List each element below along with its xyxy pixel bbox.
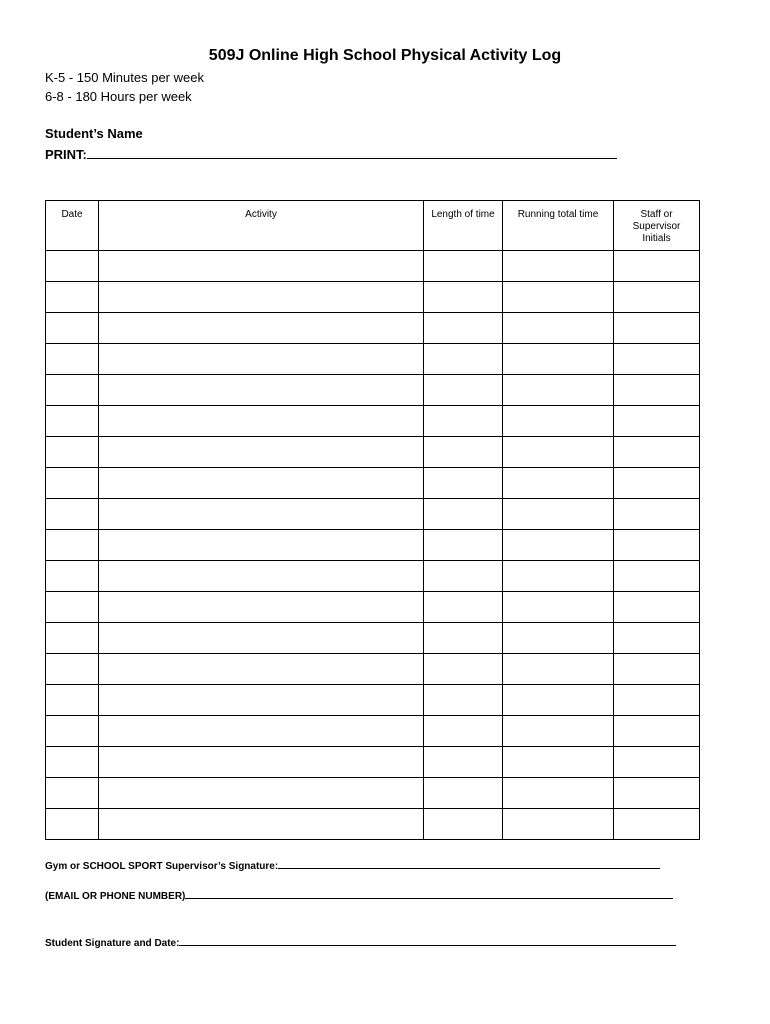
activity-cell[interactable]: [99, 313, 424, 344]
table-row: [46, 592, 700, 623]
length-cell[interactable]: [424, 561, 503, 592]
length-cell[interactable]: [424, 375, 503, 406]
running-total-cell[interactable]: [503, 313, 614, 344]
date-cell[interactable]: [46, 778, 99, 809]
initials-cell[interactable]: [614, 499, 700, 530]
length-cell[interactable]: [424, 778, 503, 809]
table-row: [46, 499, 700, 530]
table-header-row: [46, 201, 700, 251]
date-cell[interactable]: [46, 499, 99, 530]
length-cell[interactable]: [424, 406, 503, 437]
initials-cell[interactable]: [614, 685, 700, 716]
activity-cell[interactable]: [99, 282, 424, 313]
table-row: [46, 747, 700, 778]
activity-cell[interactable]: [99, 716, 424, 747]
table-row: [46, 344, 700, 375]
table-row: [46, 375, 700, 406]
initials-cell[interactable]: [614, 313, 700, 344]
date-cell[interactable]: [46, 530, 99, 561]
running-total-cell[interactable]: [503, 530, 614, 561]
initials-cell[interactable]: [614, 406, 700, 437]
length-cell[interactable]: [424, 654, 503, 685]
header-length-of-time: Length of time: [424, 201, 503, 251]
running-total-cell[interactable]: [503, 375, 614, 406]
print-label: PRINT:: [45, 147, 87, 162]
length-cell[interactable]: [424, 530, 503, 561]
running-total-cell[interactable]: [503, 468, 614, 499]
table-row: [46, 654, 700, 685]
table-row: [46, 313, 700, 344]
header-date: Date: [46, 201, 99, 251]
length-cell[interactable]: [424, 313, 503, 344]
table-row: [46, 809, 700, 840]
table-row: [46, 778, 700, 809]
running-total-cell[interactable]: [503, 592, 614, 623]
supervisor-signature-line: [45, 858, 660, 872]
initials-cell[interactable]: [614, 561, 700, 592]
running-total-cell[interactable]: [503, 654, 614, 685]
table-row: [46, 406, 700, 437]
supervisor-signature-label: Gym or SCHOOL SPORT Supervisor’s Signature:: [45, 861, 279, 872]
activity-cell[interactable]: [99, 747, 424, 778]
date-cell[interactable]: [46, 344, 99, 375]
date-cell[interactable]: [46, 747, 99, 778]
running-total-cell[interactable]: [503, 716, 614, 747]
contact-line: [45, 888, 673, 902]
supervisor-signature-field[interactable]: [278, 858, 660, 869]
activity-cell[interactable]: [99, 685, 424, 716]
running-total-cell[interactable]: [503, 561, 614, 592]
running-total-cell[interactable]: [503, 778, 614, 809]
running-total-cell[interactable]: [503, 251, 614, 282]
running-total-cell[interactable]: [503, 685, 614, 716]
initials-cell[interactable]: [614, 716, 700, 747]
activity-cell[interactable]: [99, 375, 424, 406]
date-cell[interactable]: [46, 561, 99, 592]
header-activity: Activity: [99, 201, 424, 251]
length-cell[interactable]: [424, 592, 503, 623]
student-signature-label: Student Signature and Date:: [45, 938, 180, 949]
initials-cell[interactable]: [614, 375, 700, 406]
print-name-line: [45, 145, 617, 162]
running-total-cell[interactable]: [503, 499, 614, 530]
length-cell[interactable]: [424, 716, 503, 747]
running-total-cell[interactable]: [503, 437, 614, 468]
initials-cell[interactable]: [614, 468, 700, 499]
activity-cell[interactable]: [99, 344, 424, 375]
initials-cell[interactable]: [614, 654, 700, 685]
initials-cell[interactable]: [614, 530, 700, 561]
length-cell[interactable]: [424, 623, 503, 654]
activity-cell[interactable]: [99, 251, 424, 282]
date-cell[interactable]: [46, 654, 99, 685]
print-name-field[interactable]: [87, 145, 617, 159]
student-name-label: Student’s Name: [45, 126, 143, 141]
initials-cell[interactable]: [614, 778, 700, 809]
running-total-cell[interactable]: [503, 282, 614, 313]
activity-cell[interactable]: [99, 778, 424, 809]
date-cell[interactable]: [46, 592, 99, 623]
activity-cell[interactable]: [99, 654, 424, 685]
running-total-cell[interactable]: [503, 344, 614, 375]
initials-cell[interactable]: [614, 437, 700, 468]
date-cell[interactable]: [46, 468, 99, 499]
length-cell[interactable]: [424, 809, 503, 840]
length-cell[interactable]: [424, 499, 503, 530]
date-cell[interactable]: [46, 313, 99, 344]
length-cell[interactable]: [424, 437, 503, 468]
initials-cell[interactable]: [614, 623, 700, 654]
length-cell[interactable]: [424, 685, 503, 716]
activity-cell[interactable]: [99, 809, 424, 840]
date-cell[interactable]: [46, 437, 99, 468]
date-cell[interactable]: [46, 685, 99, 716]
log-body: [46, 251, 700, 840]
initials-cell[interactable]: [614, 747, 700, 778]
table-row: [46, 561, 700, 592]
page-title: 509J Online High School Physical Activity Log: [208, 47, 562, 64]
date-cell[interactable]: [46, 809, 99, 840]
table-row: [46, 530, 700, 561]
header-staff-initials: Staff or Supervisor Initials: [614, 201, 700, 251]
activity-cell[interactable]: [99, 623, 424, 654]
table-row: [46, 685, 700, 716]
table-row: [46, 468, 700, 499]
requirement-6-8: 6-8 - 180 Hours per week: [45, 89, 192, 104]
activity-cell[interactable]: [99, 592, 424, 623]
activity-cell[interactable]: [99, 561, 424, 592]
length-cell[interactable]: [424, 747, 503, 778]
length-cell[interactable]: [424, 282, 503, 313]
header-running-total-time: Running total time: [503, 201, 614, 251]
table-row: [46, 623, 700, 654]
requirement-k5: K-5 - 150 Minutes per week: [45, 70, 204, 85]
initials-cell[interactable]: [614, 809, 700, 840]
date-cell[interactable]: [46, 375, 99, 406]
running-total-cell[interactable]: [503, 623, 614, 654]
initials-cell[interactable]: [614, 282, 700, 313]
table-row: [46, 437, 700, 468]
contact-label: (EMAIL OR PHONE NUMBER): [45, 891, 186, 902]
activity-cell[interactable]: [99, 406, 424, 437]
table-row: [46, 251, 700, 282]
activity-log-table: [45, 200, 700, 840]
initials-cell[interactable]: [614, 344, 700, 375]
initials-cell[interactable]: [614, 251, 700, 282]
initials-cell[interactable]: [614, 592, 700, 623]
length-cell[interactable]: [424, 251, 503, 282]
date-cell[interactable]: [46, 406, 99, 437]
length-cell[interactable]: [424, 344, 503, 375]
running-total-cell[interactable]: [503, 809, 614, 840]
activity-cell[interactable]: [99, 468, 424, 499]
contact-field[interactable]: [185, 888, 673, 899]
running-total-cell[interactable]: [503, 747, 614, 778]
running-total-cell[interactable]: [503, 406, 614, 437]
student-signature-field[interactable]: [179, 935, 676, 946]
date-cell[interactable]: [46, 282, 99, 313]
date-cell[interactable]: [46, 716, 99, 747]
date-cell[interactable]: [46, 251, 99, 282]
length-cell[interactable]: [424, 468, 503, 499]
activity-cell[interactable]: [99, 530, 424, 561]
table-row: [46, 716, 700, 747]
activity-cell[interactable]: [99, 499, 424, 530]
table-row: [46, 282, 700, 313]
date-cell[interactable]: [46, 623, 99, 654]
student-signature-line: [45, 935, 676, 949]
activity-cell[interactable]: [99, 437, 424, 468]
